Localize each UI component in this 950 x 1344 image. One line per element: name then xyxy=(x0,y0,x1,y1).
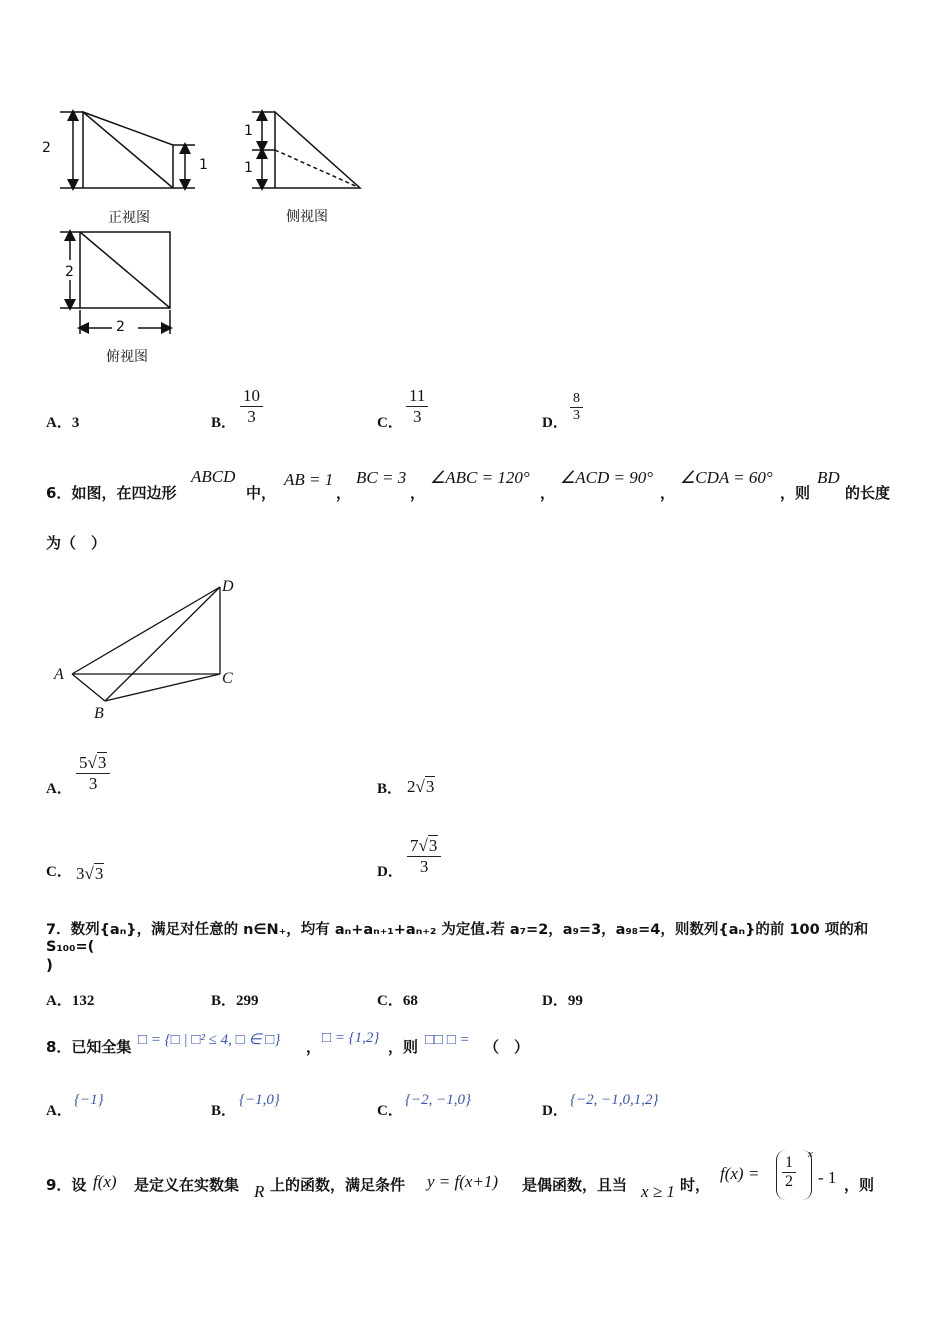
q5-option-c-label[interactable]: C． xyxy=(377,415,403,431)
q5-option-c-fraction: $\frac{11}{3}$ xyxy=(406,386,428,426)
q6-sep-4: ， xyxy=(660,484,676,502)
q9-exponent: x xyxy=(808,1148,813,1160)
q5-option-b-fraction: $\frac{10}{3}$ xyxy=(240,386,263,426)
q8-text-ze: ，则 xyxy=(388,1038,419,1056)
q9-text-then: ，则 xyxy=(844,1176,875,1194)
q6-option-b-value: 2√3 xyxy=(407,777,435,796)
q7-option-b[interactable]: B．299 xyxy=(211,993,259,1009)
q9-reals: R xyxy=(254,1182,265,1201)
q8-option-d-label[interactable]: D． xyxy=(542,1103,568,1119)
q5-option-d-label[interactable]: D． xyxy=(542,415,568,431)
front-dim-left: 2 xyxy=(42,140,51,156)
q8-sep: ， xyxy=(306,1038,322,1056)
q6-cond-bc: BC = 3 xyxy=(356,468,407,487)
q8-option-d-value: {−2, −1,0,1,2} xyxy=(570,1092,659,1108)
q7-stem: 7．数列{aₙ}，满足对任意的 n∈N₊，均有 aₙ+aₙ₊₁+aₙ₊₂ 为定值.若 a₇=2，a₉=3，a₉₈=4，则数列{aₙ}的前 100 项的和 S₁₀₀=( xyxy=(46,922,869,955)
q9-stem-start: 9．设 xyxy=(46,1176,87,1194)
q9-lhs: f(x) = xyxy=(720,1164,760,1183)
vertex-a-label: A xyxy=(54,666,64,683)
q5-option-d-fraction: $\frac{8}{3}$ xyxy=(570,391,583,424)
q6-sep-1: ， xyxy=(336,484,352,502)
q9-fx: f(x) xyxy=(93,1172,117,1191)
q6-cond-cda: ∠CDA = 60° xyxy=(680,468,773,487)
q6-text-ze: ，则 xyxy=(780,484,811,502)
q6-text-zhong: 中， xyxy=(246,484,277,502)
q6-text-length: 的长度 xyxy=(845,484,891,502)
q8-stem-start: 8．已知全集 xyxy=(46,1038,132,1056)
top-dim-left: 2 xyxy=(65,264,74,280)
q7-option-d[interactable]: D．99 xyxy=(542,993,583,1009)
q8-option-b-label[interactable]: B． xyxy=(211,1103,237,1119)
front-caption: 正视图 xyxy=(108,210,150,226)
front-view xyxy=(60,112,195,188)
side-dim-top: 1 xyxy=(244,123,253,139)
q8-option-c-label[interactable]: C． xyxy=(377,1103,403,1119)
q9-even-function: y = f(x+1) xyxy=(427,1172,499,1191)
side-view xyxy=(252,112,360,188)
side-dim-bottom: 1 xyxy=(244,160,253,176)
q6-quadrilateral: ABCD xyxy=(191,467,236,486)
vertex-c-label: C xyxy=(222,670,233,687)
front-dim-right: 1 xyxy=(199,157,208,173)
q6-cond-acd: ∠ACD = 90° xyxy=(560,468,654,487)
q8-paren: （ ） xyxy=(484,1038,530,1056)
q9-text-defined: 是定义在实数集 xyxy=(134,1176,240,1194)
vertex-b-label: B xyxy=(94,705,104,722)
q6-option-b-label[interactable]: B． xyxy=(377,781,403,797)
q6-option-d-value: $\frac{7√3}{3}$ xyxy=(407,836,441,876)
top-view xyxy=(60,232,170,334)
q8-option-b-value: {−1,0} xyxy=(239,1092,280,1108)
q8-complement: □□ □ = xyxy=(425,1032,470,1048)
q6-option-a-label[interactable]: A． xyxy=(46,781,72,797)
q6-quadrilateral-figure xyxy=(45,575,245,725)
q7-option-c[interactable]: C．68 xyxy=(377,993,418,1009)
q8-set-u: □ = {□ | □² ≤ 4, □ ∈ □} xyxy=(138,1032,281,1048)
q6-text-wei: 为（ ） xyxy=(46,534,107,552)
q8-option-c-value: {−2, −1,0} xyxy=(405,1092,471,1108)
side-caption: 侧视图 xyxy=(286,209,328,225)
q5-option-b-label[interactable]: B． xyxy=(211,415,237,431)
q6-number-and-text: 6．如图，在四边形 xyxy=(46,484,177,502)
q9-base-fraction: $\frac{1}{2}$ xyxy=(782,1154,796,1192)
q9-minus-one: - 1 xyxy=(818,1168,837,1187)
q9-text-when: 时， xyxy=(680,1176,711,1194)
q8-option-a-label[interactable]: A． xyxy=(46,1103,72,1119)
q7-stem-close: ) xyxy=(46,956,53,974)
q9-condition: x ≥ 1 xyxy=(641,1182,675,1201)
q6-sep-2: ， xyxy=(410,484,426,502)
q6-cond-ab: AB = 1 xyxy=(284,470,334,489)
q6-sep-3: ， xyxy=(540,484,556,502)
q6-option-a-value: $\frac{5√3}{3}$ xyxy=(76,753,110,793)
q6-option-d-label[interactable]: D． xyxy=(377,864,403,880)
q7-option-a[interactable]: A．132 xyxy=(46,993,95,1009)
q6-option-c-value: 3√3 xyxy=(76,864,104,883)
q6-cond-abc: ∠ABC = 120° xyxy=(430,468,530,487)
q8-set-a: □ = {1,2} xyxy=(322,1030,380,1046)
three-view-figure xyxy=(30,100,390,370)
q6-segment-bd: BD xyxy=(817,468,840,487)
q9-text-even: 是偶函数，且当 xyxy=(522,1176,628,1194)
vertex-d-label: D xyxy=(222,578,234,595)
q5-option-a[interactable]: A．3 xyxy=(46,415,80,431)
top-dim-bottom: 2 xyxy=(116,319,125,335)
q8-option-a-value: {−1} xyxy=(74,1092,104,1108)
q6-option-c-label[interactable]: C． xyxy=(46,864,72,880)
top-caption: 俯视图 xyxy=(106,349,148,365)
q9-text-function: 上的函数，满足条件 xyxy=(270,1176,406,1194)
